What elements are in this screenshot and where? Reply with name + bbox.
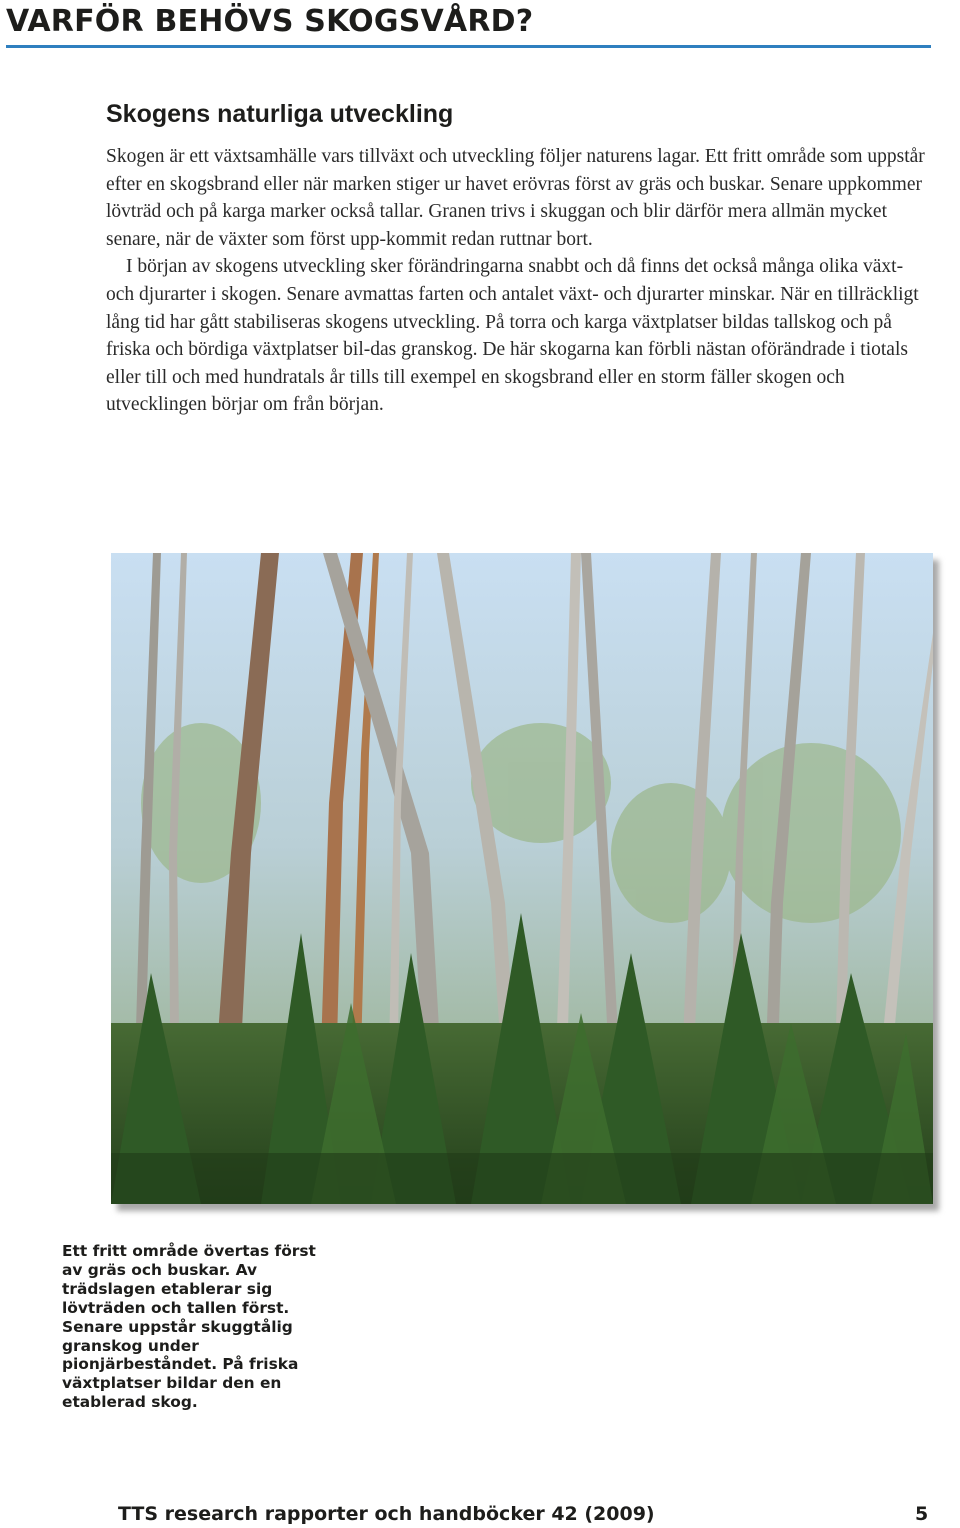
body-text <box>106 143 936 419</box>
paragraph-2: I början av skogens utveckling sker förändringarna snabbt och då finns det också många olika växt- och djurarter i skogen. Senare avmattas farten och antalet växt- och djurarter minskar. När en tillräckligt lång tid har gått stabiliseras skogens utveckling. På torra och karga växtplatser bildas tallskog och på friska och bördiga växtplatser bil-das granskog. De här skogarna kan förbli nästan oförändrade i tiotals eller till och med hundratals år tills till exempel en skogsbrand eller en storm fäller skogen och utvecklingen börjar om från början. <box>106 256 919 416</box>
footer-page-number: 5 <box>915 1503 929 1525</box>
photo-caption <box>62 1242 337 1412</box>
paragraph-1: Skogen är ett växtsamhälle vars tillväxt och utveckling följer naturens lagar. Ett fritt område som uppstår efter en skogsbrand eller när marken stiger ur havet erövras först av gräs och buskar. Senare uppkommer lövträd och på karga marker också tallar. Granen trivs i skuggan och blir därför mera allmän mycket senare, när de växter som först upp-kommit redan ruttnar bort. <box>106 146 925 250</box>
footer-publication: TTS research rapporter och handböcker 42 (2009) <box>118 1503 655 1525</box>
header-divider <box>6 45 931 48</box>
section-heading: Skogens naturliga utveckling <box>106 100 454 128</box>
page-header-title: VARFÖR BEHÖVS SKOGSVÅRD? <box>6 4 534 39</box>
caption-text: Ett fritt område övertas först av gräs och buskar. Av trädslagen etablerar sig lövträden och tallen först. Senare uppstår skuggtålig granskog under pionjärbeståndet. På friska växtplatser bildar den en etablerad skog. <box>62 1242 316 1412</box>
forest-photo <box>111 553 933 1204</box>
